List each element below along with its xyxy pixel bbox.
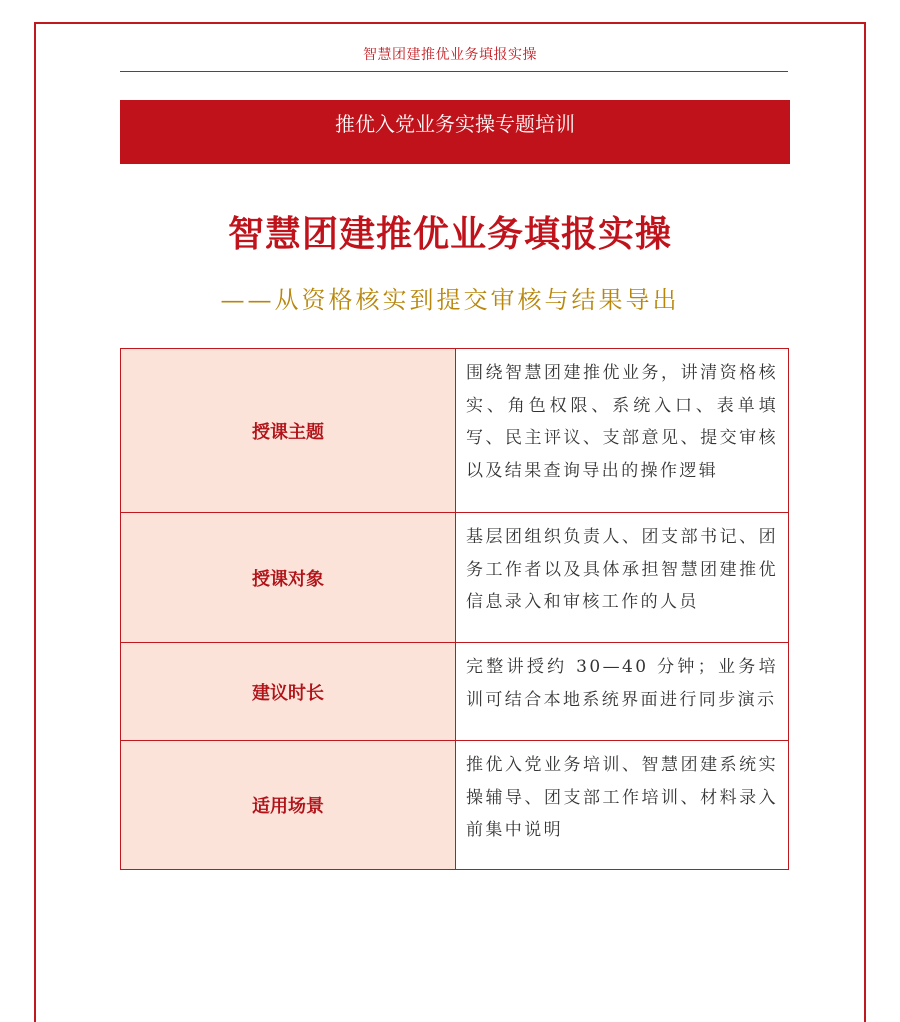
table-row (121, 741, 789, 870)
row-value: 推优入党业务培训、智慧团建系统实操辅导、团支部工作培训、材料录入前集中说明 (456, 741, 789, 870)
table-row (121, 349, 789, 513)
page-subtitle: ——从资格核实到提交审核与结果导出 (220, 286, 680, 314)
table-row (121, 513, 789, 643)
row-value: 基层团组织负责人、团支部书记、团务工作者以及具体承担智慧团建推优信息录入和审核工作的人员 (456, 513, 789, 643)
row-value: 围绕智慧团建推优业务，讲清资格核实、角色权限、系统入口、表单填写、民主评议、支部意见、提交审核以及结果查询导出的操作逻辑 (456, 349, 789, 513)
info-table (120, 348, 789, 870)
header-title: 智慧团建推优业务填报实操 (363, 47, 537, 63)
header-divider (120, 71, 788, 72)
row-label: 建议时长 (121, 643, 456, 741)
banner: 推优入党业务实操专题培训 (120, 100, 790, 164)
page-title: 智慧团建推优业务填报实操 (227, 214, 672, 255)
table-row (121, 643, 789, 741)
row-value: 完整讲授约 30—40 分钟；业务培训可结合本地系统界面进行同步演示 (456, 643, 789, 741)
row-label: 授课对象 (121, 513, 456, 643)
row-label: 适用场景 (121, 741, 456, 870)
row-label: 授课主题 (121, 349, 456, 513)
